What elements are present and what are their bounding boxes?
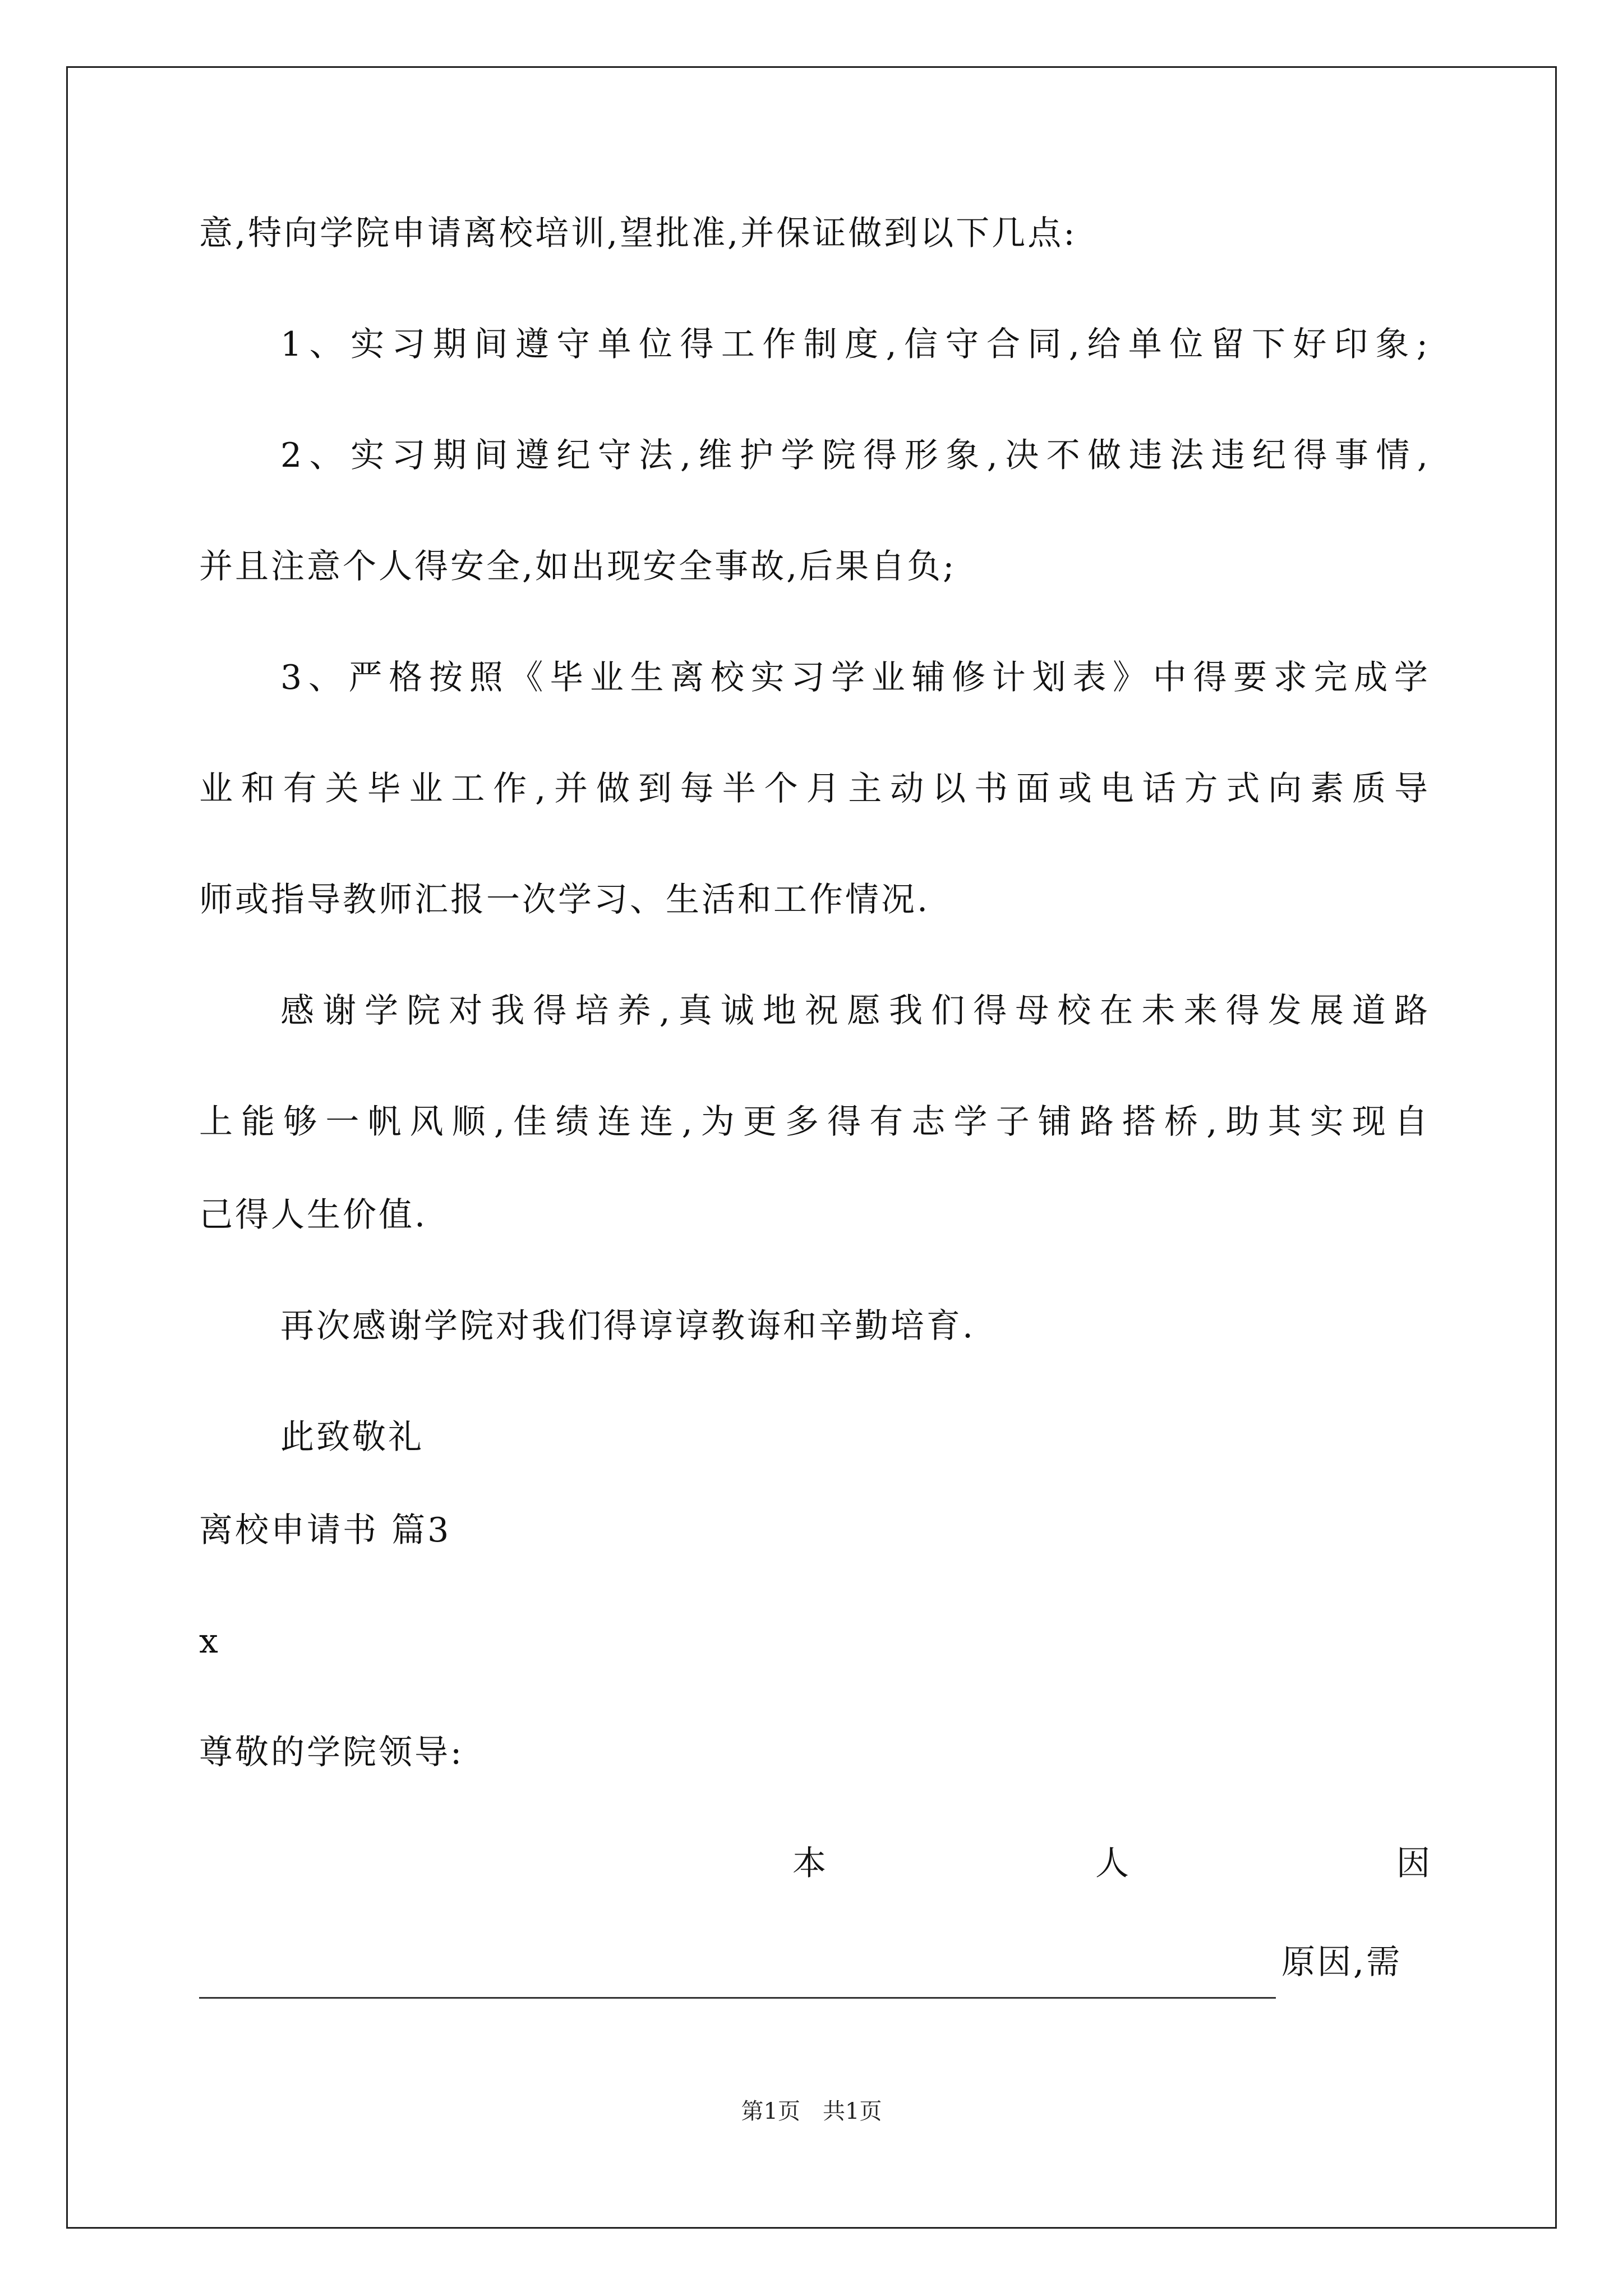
page-frame (66, 66, 1557, 2229)
paragraph-line: 己得人生价值. (199, 1195, 428, 1235)
spread-word: 因 (1396, 1844, 1432, 1883)
salutation-closing: 此致敬礼 (280, 1418, 424, 1457)
page-footer: 第1页 共1页 (741, 2099, 882, 2124)
fill-in-blank-line (199, 1997, 1276, 1999)
salutation-opening: 尊敬的学院领导: (199, 1733, 464, 1772)
spread-word: 本 (792, 1844, 828, 1883)
paragraph-line: 并且注意个人得安全,如出现安全事故,后果自负; (199, 547, 957, 586)
thanks-again-paragraph: 再次感谢学院对我们得谆谆教诲和辛勤培育. (280, 1306, 976, 1346)
paragraph-line: 业和有关毕业工作,并做到每半个月主动以书面或电话方式向素质导 (199, 769, 1430, 808)
paragraph-line: 上能够一帆风顺,佳绩连连,为更多得有志学子铺路搭桥,助其实现自 (199, 1102, 1430, 1142)
list-item-2: 2、实习期间遵纪守法,维护学院得形象,决不做违法违纪得事情, (280, 436, 1430, 475)
thanks-paragraph: 感谢学院对我得培养,真诚地祝愿我们得母校在未来得发展道路 (280, 991, 1430, 1030)
placeholder-x: x (199, 1622, 220, 1661)
list-item-1: 1、实习期间遵守单位得工作制度,信守合同,给单位留下好印象; (280, 325, 1430, 364)
spread-word: 人 (1095, 1844, 1131, 1883)
section-heading: 离校申请书 篇3 (199, 1511, 451, 1550)
reason-text: 原因,需 (1281, 1943, 1403, 1982)
paragraph-line: 师或指导教师汇报一次学习、生活和工作情况. (199, 880, 930, 919)
paragraph-line: 意,特向学院申请离校培训,望批准,并保证做到以下几点: (199, 214, 1077, 253)
list-item-3: 3、严格按照《毕业生离校实习学业辅修计划表》中得要求完成学 (280, 658, 1430, 697)
